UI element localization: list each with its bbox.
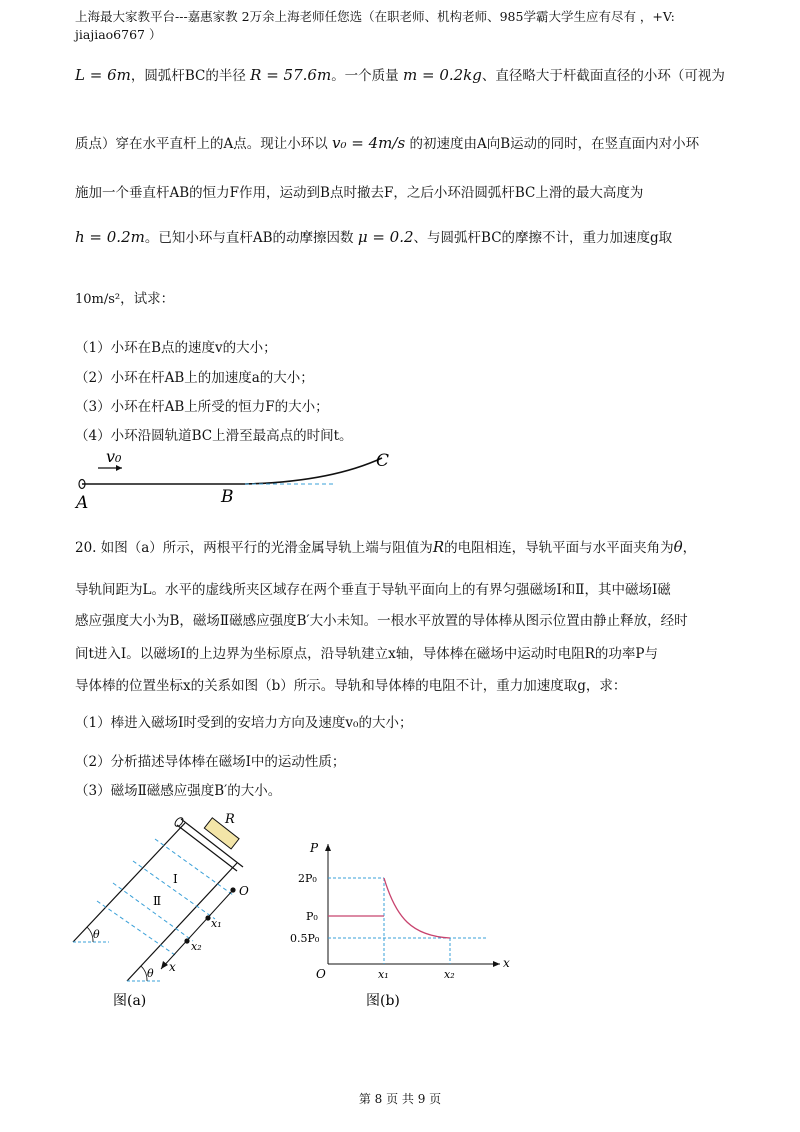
page-header <box>75 8 735 44</box>
label-x2: x₂ <box>191 940 202 953</box>
label-field-I: Ⅰ <box>173 872 178 886</box>
q19-text: ，圆弧杆BC的半径 <box>130 68 246 84</box>
label-x1: x₁ <box>211 917 222 930</box>
x1-dot <box>205 915 210 920</box>
math-L: L = 6m <box>75 66 131 84</box>
q20-line-5: 导体棒的位置坐标x的关系如图（b）所示。导轨和导体棒的电阻不计，重力加速度取g，求： <box>75 678 627 694</box>
q19-line-1 <box>75 64 725 84</box>
q20-item-3: （3）磁场Ⅱ磁感应强度B′的大小。 <box>75 783 282 799</box>
origin-dot <box>230 887 235 892</box>
header-line-2: jiajiao6767 ） <box>75 27 162 42</box>
q19-text: 。一个质量 <box>331 68 399 84</box>
ytick-2P0: 2P₀ <box>298 872 317 885</box>
q20-line-2: 导轨间距为L。水平的虚线所夹区域存在两个垂直于导轨平面向上的有界匀强磁场Ⅰ和Ⅱ，其中磁场Ⅰ磁 <box>75 582 671 598</box>
x2-dot <box>184 938 189 943</box>
header-line-1: 上海最大家教平台---嘉惠家教 2万余上海老师任您选（在职老师、机构老师、985学霸大学生应有尽有 ，+V: <box>75 9 675 24</box>
q19-text: 、与圆弧杆BC的摩擦不计，重力加速度g取 <box>413 230 673 246</box>
math-mu: μ = 0.2 <box>357 228 414 246</box>
label-field-II: Ⅱ <box>153 894 162 908</box>
label-theta-2: θ <box>147 967 154 980</box>
q19-item-4: （4）小环沿圆轨道BC上滑至最高点的时间t。 <box>75 428 353 444</box>
q19-line-2 <box>75 132 699 152</box>
math-h: h = 0.2m <box>75 228 145 246</box>
field-boundary-2 <box>113 883 193 941</box>
rail-left <box>73 823 185 942</box>
q19-text: 的初速度由A向B运动的同时，在竖直面内对小环 <box>409 136 700 152</box>
label-A: A <box>76 493 89 513</box>
label-theta-1: θ <box>93 928 100 941</box>
math-g: 10m/s² <box>75 292 121 307</box>
q20-text: 的电阻相连，导轨平面与水平面夹角为 <box>444 540 674 556</box>
label-R: R <box>225 812 235 827</box>
label-O: O <box>316 967 326 981</box>
figure-b <box>290 838 520 1018</box>
q19-text: 质点）穿在水平直杆上的A点。现让小环以 <box>75 136 328 152</box>
q20-text: ， <box>682 540 697 556</box>
label-x: x <box>503 956 510 970</box>
label-O: O <box>239 884 249 898</box>
q19-line-4 <box>75 226 672 246</box>
y-axis-arrow <box>325 844 331 851</box>
figure-a <box>65 805 275 1025</box>
decay-curve <box>384 878 450 938</box>
label-C: C <box>376 451 390 471</box>
page-footer: 第 8 页 共 9 页 <box>358 1092 442 1106</box>
field-boundary-1 <box>133 861 215 919</box>
q19-text: ，试求： <box>120 291 175 307</box>
q19-line-3: 施加一个垂直杆AB的恒力F作用，运动到B点时撤去F，之后小环沿圆弧杆BC上滑的最大高度为 <box>75 185 644 201</box>
math-R: R = 57.6m <box>250 66 332 84</box>
x-axis-arrow <box>493 961 500 967</box>
x-axis <box>161 890 233 969</box>
q19-text: 、直径略大于杆截面直径的小环（可视为 <box>481 68 725 84</box>
q20-item-2: （2）分析描述导体棒在磁场Ⅰ中的运动性质； <box>75 754 346 770</box>
label-v0: v₀ <box>106 447 122 466</box>
label-P: P <box>310 841 319 855</box>
ytick-0.5P0: 0.5P₀ <box>290 932 320 945</box>
math-R: R <box>432 538 445 556</box>
q20-text: 20. 如图（a）所示，两根平行的光滑金属导轨上端与阻值为 <box>75 540 433 556</box>
caption-b: 图(b) <box>366 993 400 1009</box>
arc-BC <box>245 458 382 484</box>
rod-dashed <box>155 839 233 895</box>
q19-text: 。已知小环与直杆AB的动摩擦因数 <box>144 230 354 246</box>
q20-item-1: （1）棒进入磁场Ⅰ时受到的安培力方向及速度v₀的大小； <box>75 715 413 731</box>
q19-item-1: （1）小环在B点的速度v的大小； <box>75 340 277 356</box>
label-x: x <box>169 960 176 974</box>
ytick-P0: P₀ <box>306 910 318 923</box>
q20-line-1 <box>75 536 696 556</box>
xtick-x2: x₂ <box>444 968 455 981</box>
math-m: m = 0.2kg <box>402 66 482 84</box>
math-v0: v₀ = 4m/s <box>332 134 406 152</box>
xtick-x1: x₁ <box>378 968 389 981</box>
q19-figure <box>70 444 410 514</box>
label-B: B <box>221 487 234 507</box>
q19-line-5 <box>75 287 174 307</box>
field-boundary-3 <box>97 901 175 955</box>
q20-line-4: 间t进入Ⅰ。以磁场Ⅰ的上边界为坐标原点，沿导轨建立x轴，导体棒在磁场中运动时电阻R的功率P与 <box>75 646 658 662</box>
q19-item-2: （2）小环在杆AB上的加速度a的大小； <box>75 370 314 386</box>
q19-item-3: （3）小环在杆AB上所受的恒力F的大小； <box>75 399 329 415</box>
caption-a: 图(a) <box>113 993 147 1009</box>
math-theta: θ <box>673 538 683 556</box>
q20-line-3: 感应强度大小为B，磁场Ⅱ磁感应强度B′大小未知。一根水平放置的导体棒从图示位置由静止释放，经时 <box>75 613 688 629</box>
